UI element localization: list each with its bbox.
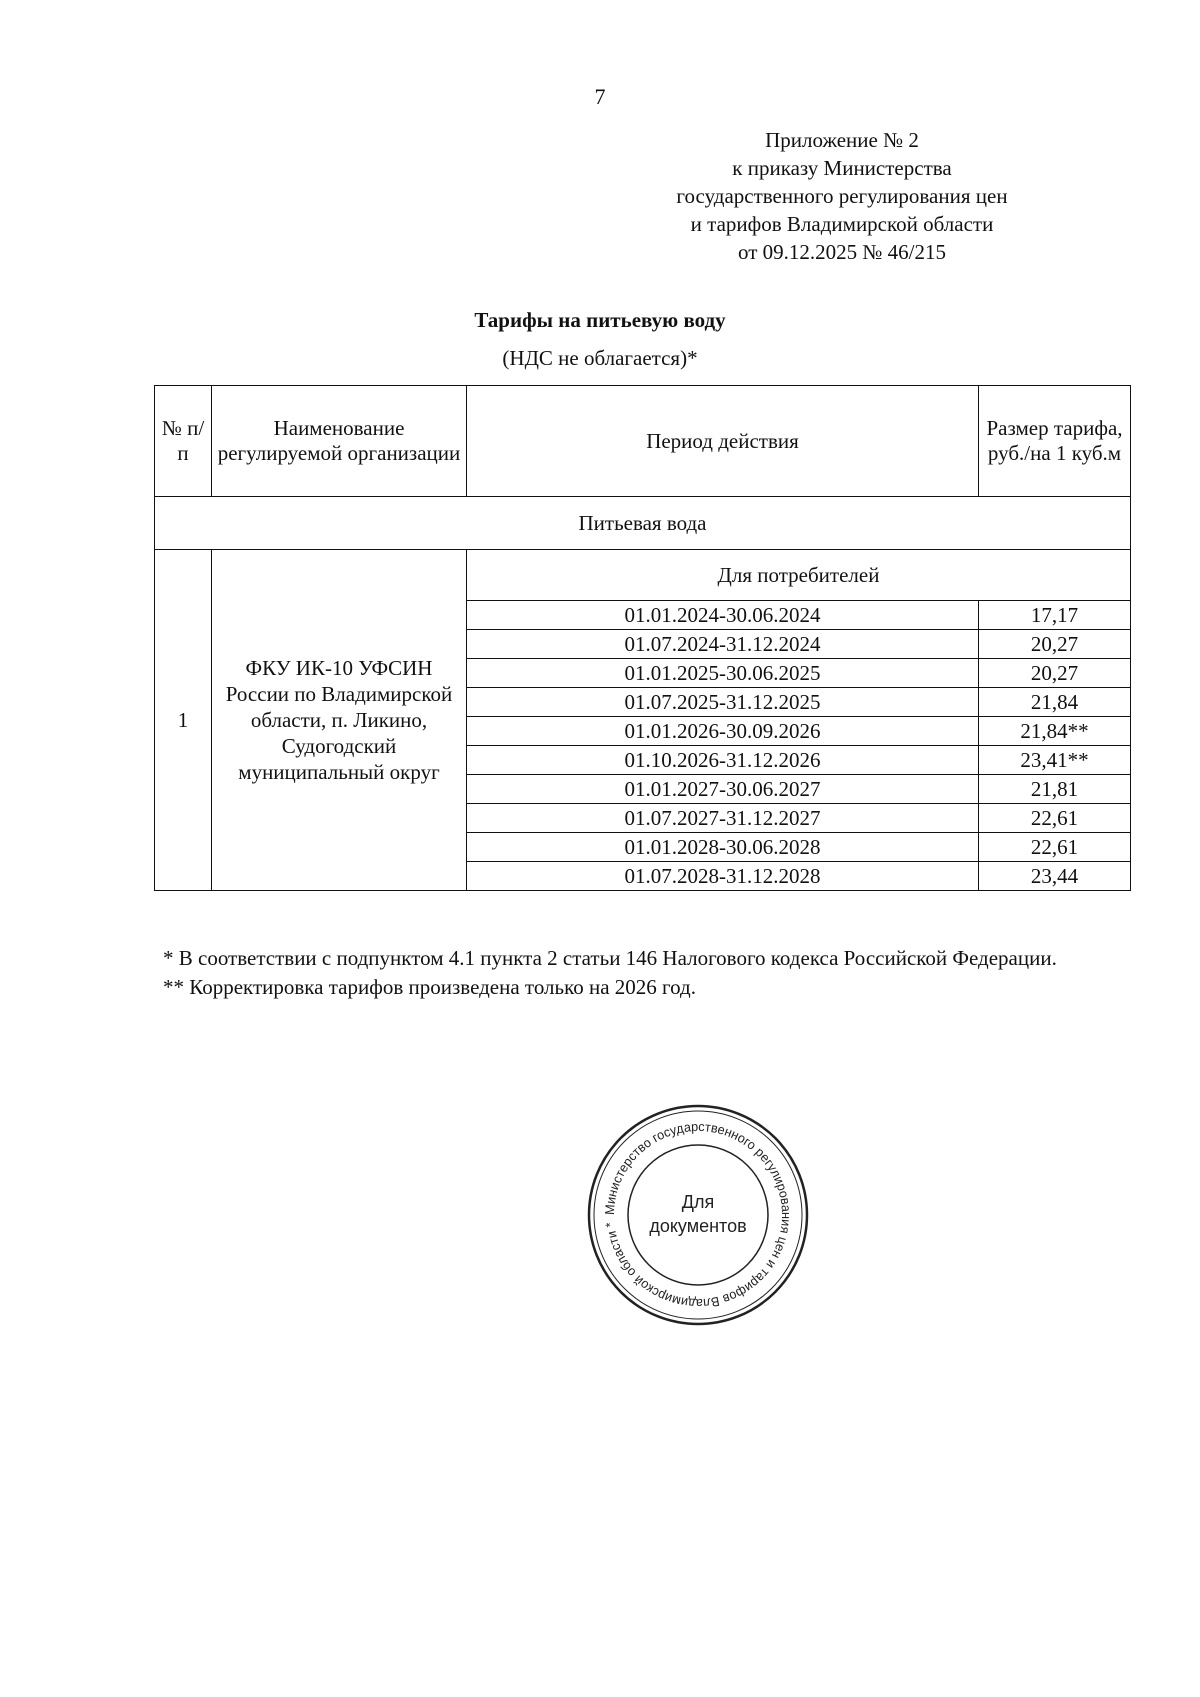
document-subtitle: (НДС не облагается)* <box>502 346 698 370</box>
tariff-cell: 20,27 <box>979 630 1131 659</box>
tariff-cell: 21,81 <box>979 775 1131 804</box>
period-cell: 01.01.2025-30.06.2025 <box>467 659 979 688</box>
seal-ring-text <box>602 1119 794 1311</box>
period-cell: 01.01.2028-30.06.2028 <box>467 833 979 862</box>
page-number: 7 <box>594 84 606 109</box>
header-organization: Наименование регулируемой организации <box>212 386 467 497</box>
tariff-cell: 21,84** <box>979 717 1131 746</box>
tariff-cell: 17,17 <box>979 601 1131 630</box>
period-cell: 01.07.2024-31.12.2024 <box>467 630 979 659</box>
period-cell: 01.07.2027-31.12.2027 <box>467 804 979 833</box>
period-cell: 01.01.2027-30.06.2027 <box>467 775 979 804</box>
section-row <box>155 497 1131 550</box>
consumers-label: Для потребителей <box>467 550 1131 601</box>
tariff-cell: 23,44 <box>979 862 1131 891</box>
appendix-line: к приказу Министерства <box>732 156 952 180</box>
appendix-line: государственного регулирования цен <box>676 184 1008 208</box>
tariff-table <box>154 385 1131 891</box>
appendix-line: от 09.12.2025 № 46/215 <box>737 240 947 264</box>
footnotes <box>163 944 1131 1002</box>
period-cell: 01.07.2025-31.12.2025 <box>467 688 979 717</box>
tariff-cell: 22,61 <box>979 833 1131 862</box>
footnote-2: ** Корректировка тарифов произведена только на 2026 год. <box>163 975 696 999</box>
appendix-line: Приложение № 2 <box>765 128 919 152</box>
table-header-row <box>155 386 1131 497</box>
seal-outer-ring <box>589 1106 807 1324</box>
tariff-cell: 20,27 <box>979 659 1131 688</box>
tariff-cell: 22,61 <box>979 804 1131 833</box>
header-number: № п/п <box>155 386 212 497</box>
period-cell: 01.01.2024-30.06.2024 <box>467 601 979 630</box>
footnote-1: * В соответствии с подпунктом 4.1 пункта 2 статьи 146 Налогового кодекса Российской Федерации. <box>163 946 1057 970</box>
period-cell: 01.01.2026-30.09.2026 <box>467 717 979 746</box>
consumers-row <box>155 550 1131 601</box>
seal-center-line2: документов <box>649 1216 747 1236</box>
tariff-cell: 21,84 <box>979 688 1131 717</box>
appendix-line: и тарифов Владимирской области <box>690 212 994 236</box>
row-number: 1 <box>155 550 212 891</box>
header-tariff: Размер тарифа, руб./на 1 куб.м <box>979 386 1131 497</box>
tariff-cell: 23,41** <box>979 746 1131 775</box>
header-period: Период действия <box>467 386 979 497</box>
official-seal <box>585 1102 811 1333</box>
period-cell: 01.07.2028-31.12.2028 <box>467 862 979 891</box>
period-cell: 01.10.2026-31.12.2026 <box>467 746 979 775</box>
seal-inner-ring <box>628 1145 768 1285</box>
seal-center-line1: Для <box>681 1192 715 1212</box>
organization-name: ФКУ ИК-10 УФСИН России по Владимирской области, п. Ликино, Судогодский муниципальный округ <box>212 550 467 891</box>
section-label: Питьевая вода <box>155 497 1131 550</box>
seal-outer-ring-inner <box>594 1111 802 1319</box>
appendix-header <box>632 126 1052 266</box>
seal-stamp <box>585 1102 811 1328</box>
seal-ring-textpath: Министерство государственного регулирования цен и тарифов Владимирской области * <box>601 1118 795 1312</box>
document-title: Тарифы на питьевую воду <box>474 308 726 332</box>
